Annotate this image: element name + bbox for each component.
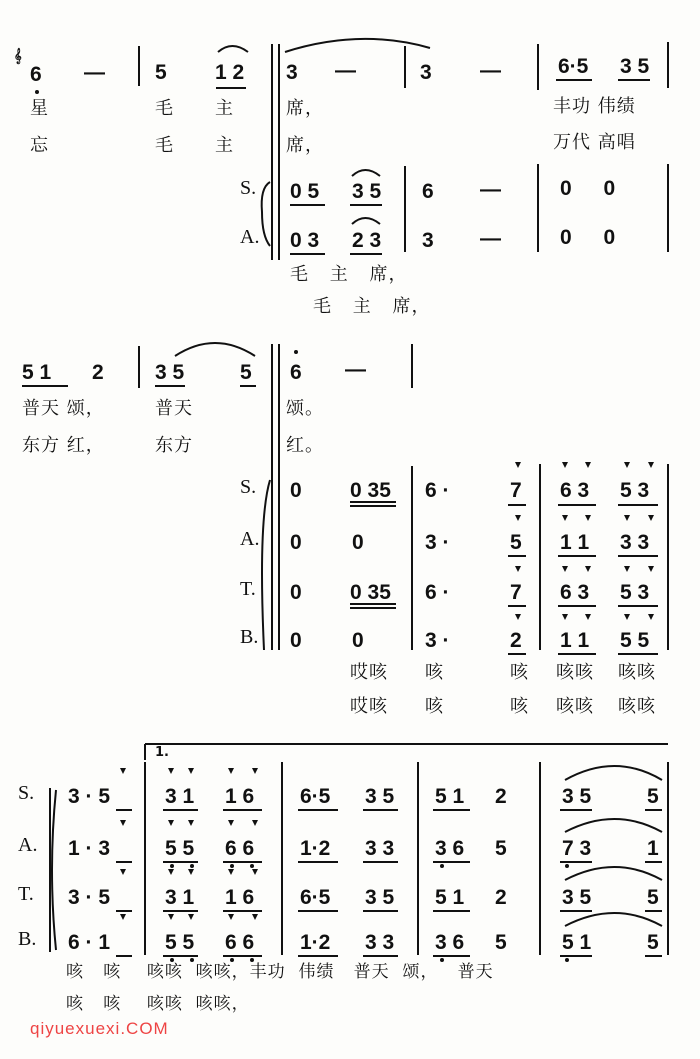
note: 6 · 1 <box>68 931 111 954</box>
note: 6·5 <box>300 886 331 909</box>
note: 5 3 <box>620 479 650 502</box>
note: 3 3 <box>365 837 395 860</box>
note: 2 <box>495 785 507 808</box>
lyric: 毛 <box>155 135 174 156</box>
lyric: 丰功 伟绩 <box>553 96 636 117</box>
note: 2 <box>510 629 522 652</box>
note: 5 <box>495 837 507 860</box>
voice-label-soprano: S. <box>240 177 257 199</box>
note: 3 1 <box>165 886 195 909</box>
lyric: 席， <box>286 98 324 119</box>
dash: — <box>480 178 501 201</box>
voice-label-bass: B. <box>240 626 259 648</box>
note: 3 6 <box>435 931 465 954</box>
note: 5 5 <box>620 629 650 652</box>
note: 3 5 <box>365 886 395 909</box>
note: 0 35 <box>350 581 391 604</box>
note: 3 5 <box>562 886 592 909</box>
note: 0 5 <box>290 180 320 203</box>
note: 5 1 <box>435 785 465 808</box>
dash: — <box>335 59 356 82</box>
lyric: 忘 <box>30 135 49 156</box>
note: 5 <box>647 785 659 808</box>
choral-lyric: 咳 咳 咳咳 咳咳，丰功 伟绩 普天 颂， 普天 <box>66 962 494 982</box>
note: 6 3 <box>560 581 590 604</box>
note: 5 <box>240 361 252 384</box>
note: 1·2 <box>300 931 331 954</box>
dash: — <box>480 59 501 82</box>
key-mark: 𝄞 <box>14 49 22 64</box>
dash: — <box>480 227 501 250</box>
note: 3 · <box>425 629 450 652</box>
note: 0 <box>352 531 364 554</box>
lyric: 主 <box>215 98 234 119</box>
voice-label-alto: A. <box>240 528 260 550</box>
note: 1 · 3 <box>68 837 111 860</box>
note: 5 1 <box>562 931 592 954</box>
note: 5 <box>155 61 167 84</box>
choral-lyric: 哎咳 <box>350 662 388 683</box>
note: 3 3 <box>365 931 395 954</box>
note: 2 <box>92 361 104 384</box>
note: 1 1 <box>560 531 590 554</box>
lyric: 普天 <box>155 398 193 419</box>
note: 3 · 5 <box>68 886 111 909</box>
note: 5 1 <box>435 886 465 909</box>
note: 1 6 <box>225 886 255 909</box>
note: 6 3 <box>560 479 590 502</box>
note: 0 0 <box>560 177 616 200</box>
note: 3 1 <box>165 785 195 808</box>
voice-label-alto: A. <box>18 834 38 856</box>
note: 7 <box>510 581 522 604</box>
lyric: 东方 红， <box>22 435 105 456</box>
note: 7 <box>510 479 522 502</box>
note: 3 5 <box>155 361 185 384</box>
note: 6 · <box>425 581 450 604</box>
note: 6 <box>290 361 302 384</box>
note: 5 <box>510 531 522 554</box>
voice-label-tenor: T. <box>240 578 256 600</box>
note: 0 35 <box>350 479 391 502</box>
note: 0 0 <box>560 226 616 249</box>
note: 3 5 <box>562 785 592 808</box>
lyric: 毛 <box>155 98 174 119</box>
note: 3 3 <box>620 531 650 554</box>
voice-label-alto: A. <box>240 226 260 248</box>
lyric: 席， <box>286 135 324 156</box>
note: 6 6 <box>225 931 255 954</box>
note: 3 · 5 <box>68 785 111 808</box>
note: 6 <box>30 63 42 86</box>
note: 6·5 <box>300 785 331 808</box>
note: 3 5 <box>352 180 382 203</box>
note: 6·5 <box>558 55 589 78</box>
note: 1 6 <box>225 785 255 808</box>
choral-lyric: 咳咳 <box>556 662 594 683</box>
note: 3 5 <box>620 55 650 78</box>
choral-lyric: 咳咳 <box>556 696 594 717</box>
note: 1 1 <box>560 629 590 652</box>
dash: — <box>84 61 105 84</box>
note: 6 <box>422 180 434 203</box>
note: 5 1 <box>22 361 52 384</box>
note: 0 <box>290 581 302 604</box>
lyric: 主 <box>215 135 234 156</box>
voice-label-soprano: S. <box>18 782 35 804</box>
note: 5 5 <box>165 837 195 860</box>
choral-lyric: 毛 主 席， <box>290 264 408 285</box>
note: 2 <box>495 886 507 909</box>
note: 7 3 <box>562 837 592 860</box>
note: 5 <box>647 931 659 954</box>
note: 3 6 <box>435 837 465 860</box>
volta-number: 1. <box>155 745 169 760</box>
voice-label-tenor: T. <box>18 883 34 905</box>
lyric: 普天 颂， <box>22 398 105 419</box>
note: 3 <box>420 61 432 84</box>
note: 0 <box>352 629 364 652</box>
note: 5 3 <box>620 581 650 604</box>
choral-lyric: 咳 <box>425 662 444 683</box>
lyric: 星 <box>30 98 49 119</box>
choral-lyric: 毛 主 席， <box>313 296 431 317</box>
note: 1 <box>647 837 659 860</box>
choral-lyric: 咳咳 <box>618 662 656 683</box>
note: 1·2 <box>300 837 331 860</box>
lyric: 红。 <box>286 435 324 456</box>
choral-lyric: 咳 <box>510 662 529 683</box>
note: 5 <box>495 931 507 954</box>
choral-lyric: 咳 <box>510 696 529 717</box>
note: 3 <box>422 229 434 252</box>
choral-lyric: 咳 咳 咳咳 咳咳， <box>66 994 250 1014</box>
note: 1 2 <box>215 61 245 84</box>
note: 6 6 <box>225 837 255 860</box>
voice-label-bass: B. <box>18 928 37 950</box>
voice-label-soprano: S. <box>240 476 257 498</box>
choral-lyric: 哎咳 <box>350 696 388 717</box>
note: 0 <box>290 629 302 652</box>
note: 3 <box>286 61 298 84</box>
watermark: qiyuexuexi.COM <box>30 1019 169 1038</box>
note: 0 3 <box>290 229 320 252</box>
note: 0 <box>290 531 302 554</box>
note: 3 · <box>425 531 450 554</box>
note: 2 3 <box>352 229 382 252</box>
lyric: 东方 <box>155 435 193 456</box>
lyric: 万代 高唱 <box>553 132 636 153</box>
note: 0 <box>290 479 302 502</box>
choral-lyric: 咳咳 <box>618 696 656 717</box>
note: 5 <box>647 886 659 909</box>
note: 3 5 <box>365 785 395 808</box>
note: 6 · <box>425 479 450 502</box>
choral-lyric: 咳 <box>425 696 444 717</box>
dash: — <box>345 358 366 381</box>
note: 5 5 <box>165 931 195 954</box>
lyric: 颂。 <box>286 398 324 419</box>
